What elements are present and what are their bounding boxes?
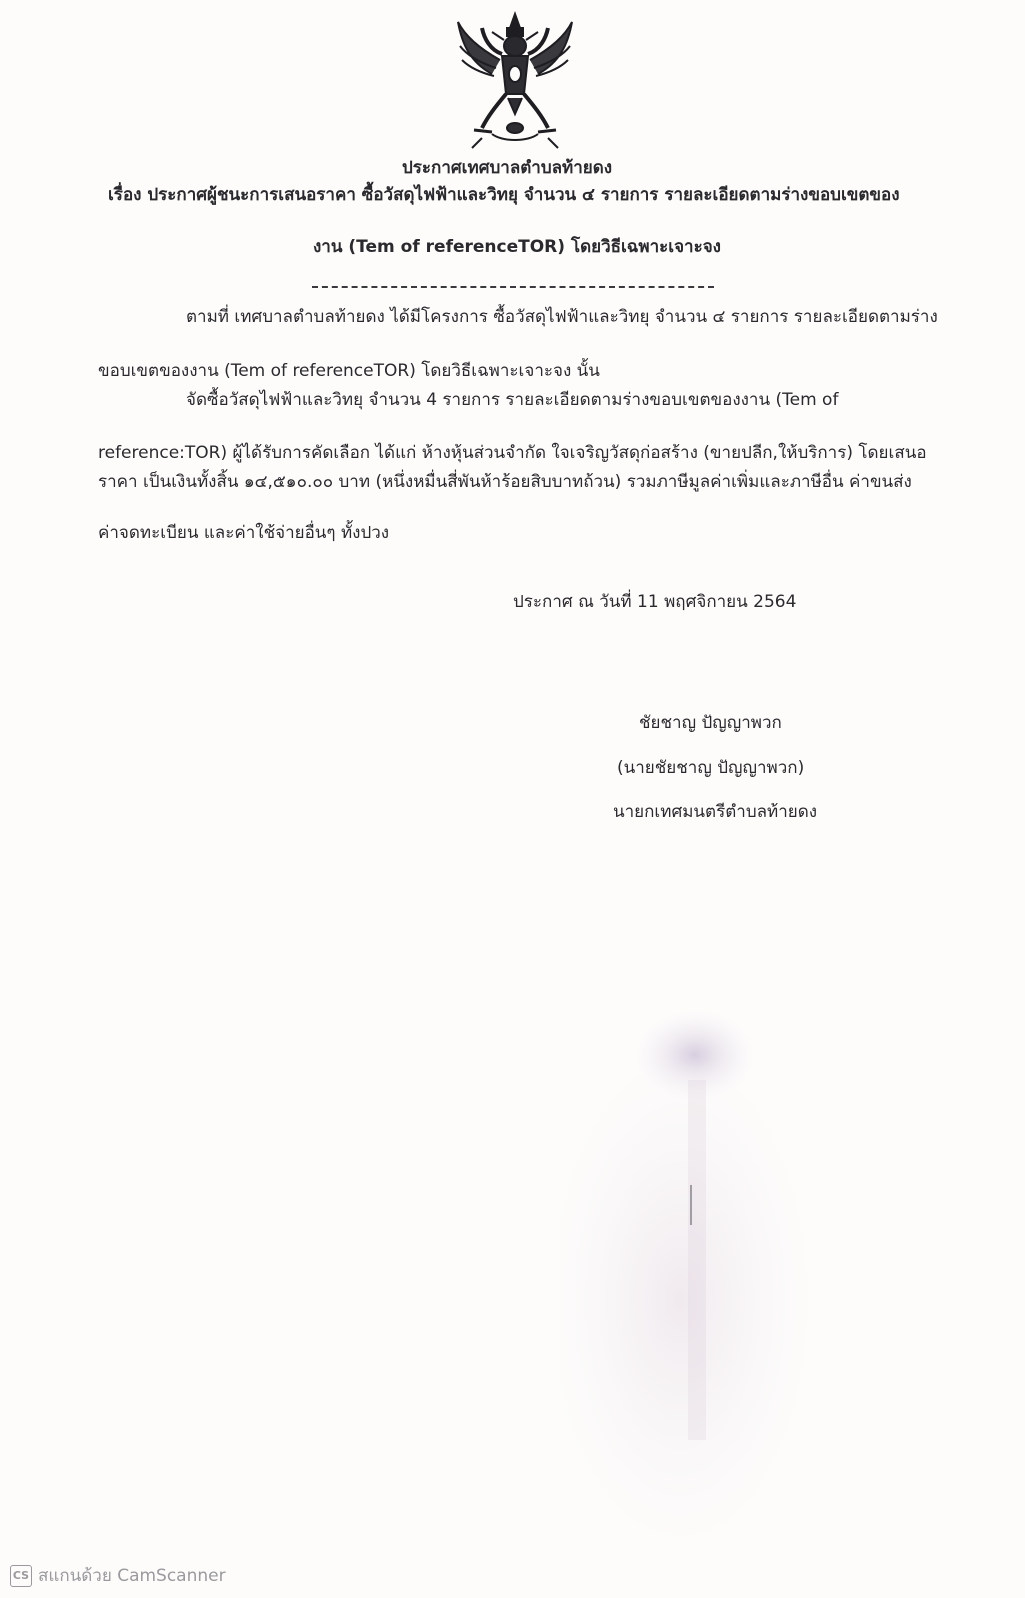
garuda-emblem-icon xyxy=(452,10,578,152)
paragraph-2-line-4: ค่าจดทะเบียน และค่าใช้จ่ายอื่นๆ ทั้งปวง xyxy=(98,523,390,543)
paragraph-2-line-1: จัดซื้อวัสดุไฟฟ้าและวิทยุ จำนวน 4 รายการ รายละเอียดตามร่างขอบเขตของงาน (Tem of xyxy=(186,390,839,410)
signatory-position: นายกเทศมนตรีตำบลท้ายดง xyxy=(613,802,818,822)
signatory-name: (นายชัยชาญ ปัญญาพวก) xyxy=(617,758,805,778)
subject-line-2: งาน (Tem of referenceTOR) โดยวิธีเฉพาะเจาะจง xyxy=(313,237,721,257)
paragraph-2-line-3: ราคา เป็นเงินทั้งสิ้น ๑๔,๕๑๐.๐๐ บาท (หนึ่งหมื่นสี่พันห้าร้อยสิบบาทถ้วน) รวมภาษีมูลค่าเพิ่มและภาษีอื่น ค่าขนส่ง xyxy=(98,472,912,492)
paragraph-1-line-1: ตามที่ เทศบาลตำบลท้ายดง ได้มีโครงการ ซื้อวัสดุไฟฟ้าและวิทยุ จำนวน ๔ รายการ รายละเอียดตามร่าง xyxy=(186,307,938,327)
paragraph-1-line-2: ขอบเขตของงาน (Tem of referenceTOR) โดยวิธีเฉพาะเจาะจง นั้น xyxy=(98,361,600,381)
scan-edge-mark xyxy=(690,1185,692,1225)
subject-line-1: เรื่อง ประกาศผู้ชนะการเสนอราคา ซื้อวัสดุไฟฟ้าและวิทยุ จำนวน ๔ รายการ รายละเอียดตามร่างขอบเขตของ xyxy=(108,185,900,205)
watermark-text: สแกนด้วย CamScanner xyxy=(38,1566,226,1586)
separator-line xyxy=(312,286,714,288)
camscanner-logo-icon: CS xyxy=(10,1565,32,1587)
scan-bleed-artifact xyxy=(560,1000,920,1560)
document-title: ประกาศเทศบาลตำบลท้ายดง xyxy=(402,158,613,178)
announcement-date: ประกาศ ณ วันที่ 11 พฤศจิกายน 2564 xyxy=(513,592,797,612)
paragraph-2-line-2: reference:TOR) ผู้ได้รับการคัดเลือก ได้แก่ ห้างหุ้นส่วนจำกัด ใจเจริญวัสดุก่อสร้าง (ขายปลีก,ให้บริการ) โดยเสนอ xyxy=(98,443,927,463)
signature: ชัยชาญ ปัญญาพวก xyxy=(639,713,782,733)
scanner-watermark xyxy=(10,1562,226,1589)
